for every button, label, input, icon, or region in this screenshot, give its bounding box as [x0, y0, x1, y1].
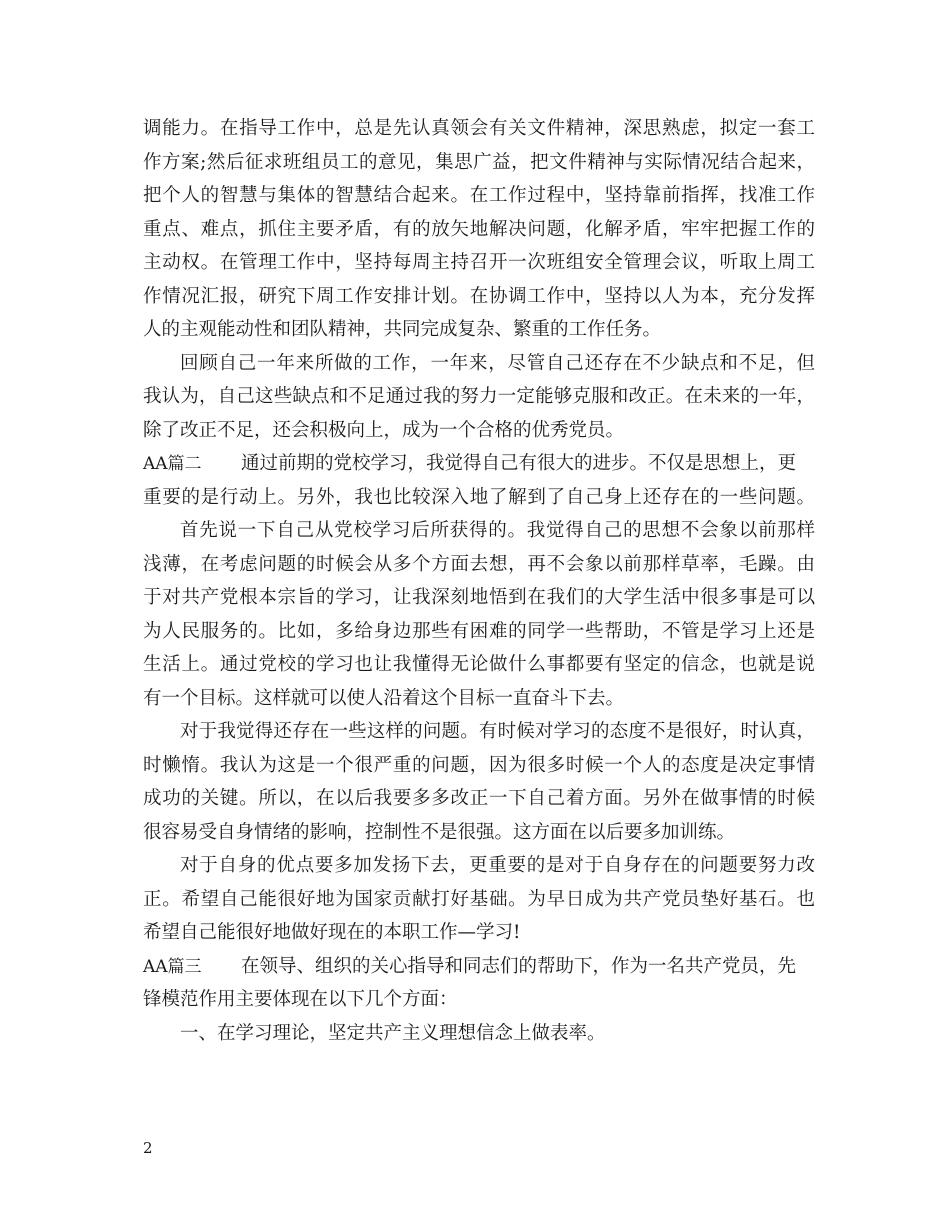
text-line: 为人民服务的。比如，多给身边那些有困难的同学一些帮助，不管是学习上还是 [143, 620, 815, 642]
text-line: 正。希望自己能很好地为国家贡献打好基础。为早日成为共产党员垫好基石。也 [143, 888, 815, 910]
text-line: 于对共产党根本宗旨的学习，让我深刻地悟到在我们的大学生活中很多事是可以 [143, 587, 815, 608]
text-line: 生活上。通过党校的学习也让我懂得无论做什么事都要有坚定的信念，也就是说 [143, 654, 815, 675]
text-line: 浅薄，在考虑问题的时候会从多个方面去想，再不会象以前那样草率，毛躁。由 [143, 553, 815, 575]
text-line: 把个人的智慧与集体的智慧结合起来。在工作过程中，坚持靠前指挥，找准工作 [143, 185, 815, 206]
text-line: 重要的是行动上。另外，我也比较深入地了解到了自己身上还存在的一些问题。 [143, 486, 815, 508]
text-line: 成功的关键。所以，在以后我要多多改正一下自己着方面。另外在做事情的时候 [143, 788, 815, 809]
paragraph-first-line: 回顾自己一年来所做的工作，一年来，尽管自己还存在不少缺点和不足，但 [180, 352, 815, 374]
text-line: 调能力。在指导工作中，总是先认真领会有关文件精神，深思熟虑，拟定一套工 [143, 118, 815, 139]
text-line: 在领导、组织的关心指导和同志们的帮助下，作为一名共产党员，先 [241, 955, 797, 977]
text-line: 作情况汇报，研究下周工作安排计划。在协调工作中，坚持以人为本，充分发挥 [143, 285, 815, 307]
text-line: 人的主观能动性和团队精神，共同完成复杂、繁重的工作任务。 [143, 319, 662, 340]
text-line: 作方案;然后征求班组员工的意见，集思广益，把文件精神与实际情况结合起来， [143, 151, 815, 173]
document-body [143, 112, 815, 1050]
text-line: 很容易受自身情绪的影响，控制性不是很强。这方面在以后要多加训练。 [143, 821, 736, 843]
page-number: 2 [143, 1139, 153, 1157]
paragraph-first-line: 首先说一下自己从党校学习后所获得的。我觉得自己的思想不会象以前那样 [180, 520, 815, 541]
text-line: 重点、难点，抓住主要矛盾，有的放矢地解决问题，化解矛盾，牢牢把握工作的 [143, 218, 815, 240]
section-label-three: AA篇三 [143, 956, 202, 977]
text-line: 我认为，自己这些缺点和不足通过我的努力一定能够克服和改正。在未来的一年， [143, 386, 815, 407]
text-line: 时懒惰。我认为这是一个很严重的问题，因为很多时候一个人的态度是决定事情 [143, 754, 815, 776]
text-line: 除了改正不足，还会积极向上，成为一个合格的优秀党员。 [143, 419, 625, 441]
paragraph-first-line: 对于自身的优点要多加发扬下去，更重要的是对于自身存在的问题要努力改 [180, 855, 815, 876]
paragraph-first-line: 对于我觉得还存在一些这样的问题。有时候对学习的态度不是很好，时认真， [180, 721, 815, 742]
text-line: 锋模范作用主要体现在以下几个方面： [143, 989, 458, 1010]
section-label-two: AA篇二 [143, 454, 202, 474]
paragraph-first-line: 一、在学习理论，坚定共产主义理想信念上做表率。 [180, 1022, 606, 1044]
text-line: 希望自己能很好地做好现在的本职工作—学习! [143, 922, 521, 943]
section-heading-line [143, 950, 815, 984]
text-line: 有一个目标。这样就可以使人沿着这个目标一直奋斗下去。 [143, 687, 625, 709]
section-heading-line [143, 447, 815, 481]
text-line: 通过前期的党校学习，我觉得自己有很大的进步。不仅是思想上，更 [241, 453, 797, 474]
text-line: 主动权。在管理工作中，坚持每周主持召开一次班组安全管理会议，听取上周工 [143, 252, 815, 273]
